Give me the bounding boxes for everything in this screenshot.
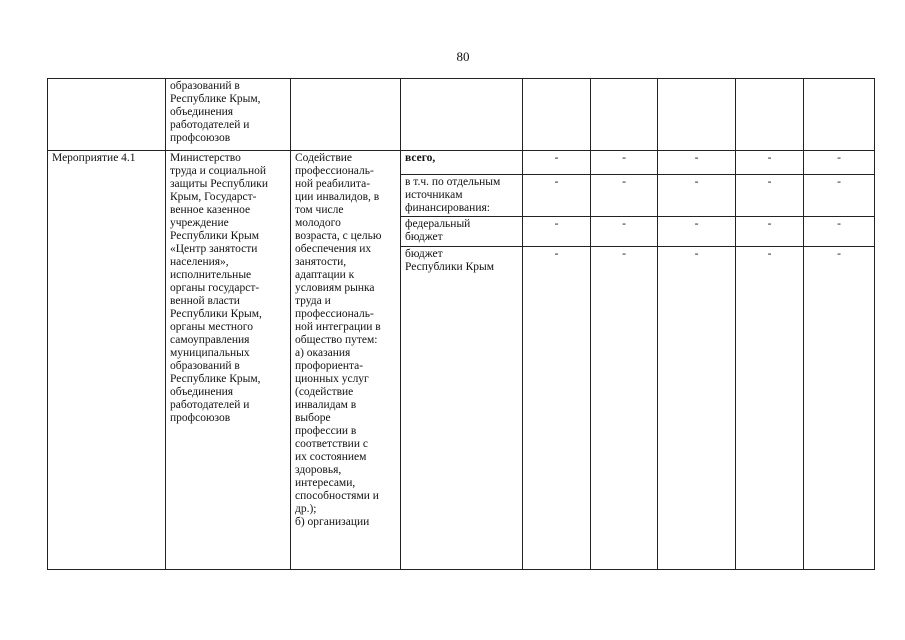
cell-value: - bbox=[523, 151, 591, 175]
cell-executor: Министерство труда и социальной защиты Республики Крым, Государст- венное казенное учреждение Республики Крым «Центр занятости населения», исполнительные органы государст- венной власти Республики Крым, органы местного самоуправления муниципальных образований в Республике Крым, объединения работодателей и профсоюзов bbox=[166, 151, 291, 570]
cell-value: - bbox=[736, 217, 804, 247]
program-table bbox=[47, 78, 875, 570]
cell-funding-source: бюджет Республики Крым bbox=[401, 247, 523, 570]
cell-value: - bbox=[591, 175, 658, 217]
cell-empty bbox=[291, 79, 401, 151]
table-row-continuation bbox=[48, 79, 875, 151]
cell-value: - bbox=[804, 217, 875, 247]
cell-value: - bbox=[658, 151, 736, 175]
cell-empty bbox=[658, 79, 736, 151]
cell-empty bbox=[736, 79, 804, 151]
cell-funding-source: в т.ч. по отдельным источникам финансирования: bbox=[401, 175, 523, 217]
cell-value: - bbox=[591, 217, 658, 247]
table-row-total bbox=[48, 151, 875, 175]
cell-empty bbox=[804, 79, 875, 151]
cell-value: - bbox=[591, 151, 658, 175]
cell-empty bbox=[523, 79, 591, 151]
cell-funding-source: всего, bbox=[401, 151, 523, 175]
cell-value: - bbox=[523, 217, 591, 247]
cell-value: - bbox=[658, 217, 736, 247]
cell-value: - bbox=[523, 247, 591, 570]
cell-description: Содействие профессиональ- ной реабилита- ции инвалидов, в том числе молодого возраста, с целью обеспечения их занятости, адаптации к условиям рынка труда и профессиональ- ной интеграции в общество путем: а) оказания профориента- ционных услуг (содействие инвалидам в выборе профессии в соответствии с их состоянием здоровья, интересами, способностями и др.); б) организации bbox=[291, 151, 401, 570]
cell-empty bbox=[591, 79, 658, 151]
cell-value: - bbox=[658, 247, 736, 570]
cell-value: - bbox=[736, 247, 804, 570]
cell-value: - bbox=[736, 175, 804, 217]
cell-value: - bbox=[804, 247, 875, 570]
cell-value: - bbox=[591, 247, 658, 570]
cell-funding-source: федеральный бюджет bbox=[401, 217, 523, 247]
cell-value: - bbox=[523, 175, 591, 217]
cell-measure-empty bbox=[48, 79, 166, 151]
page-number: 80 bbox=[456, 49, 470, 64]
cell-value: - bbox=[736, 151, 804, 175]
cell-measure-label: Мероприятие 4.1 bbox=[48, 151, 166, 570]
cell-empty bbox=[401, 79, 523, 151]
cell-value: - bbox=[804, 151, 875, 175]
cell-value: - bbox=[658, 175, 736, 217]
cell-executor-continuation: образований в Республике Крым, объединения работодателей и профсоюзов bbox=[166, 79, 291, 151]
cell-value: - bbox=[804, 175, 875, 217]
